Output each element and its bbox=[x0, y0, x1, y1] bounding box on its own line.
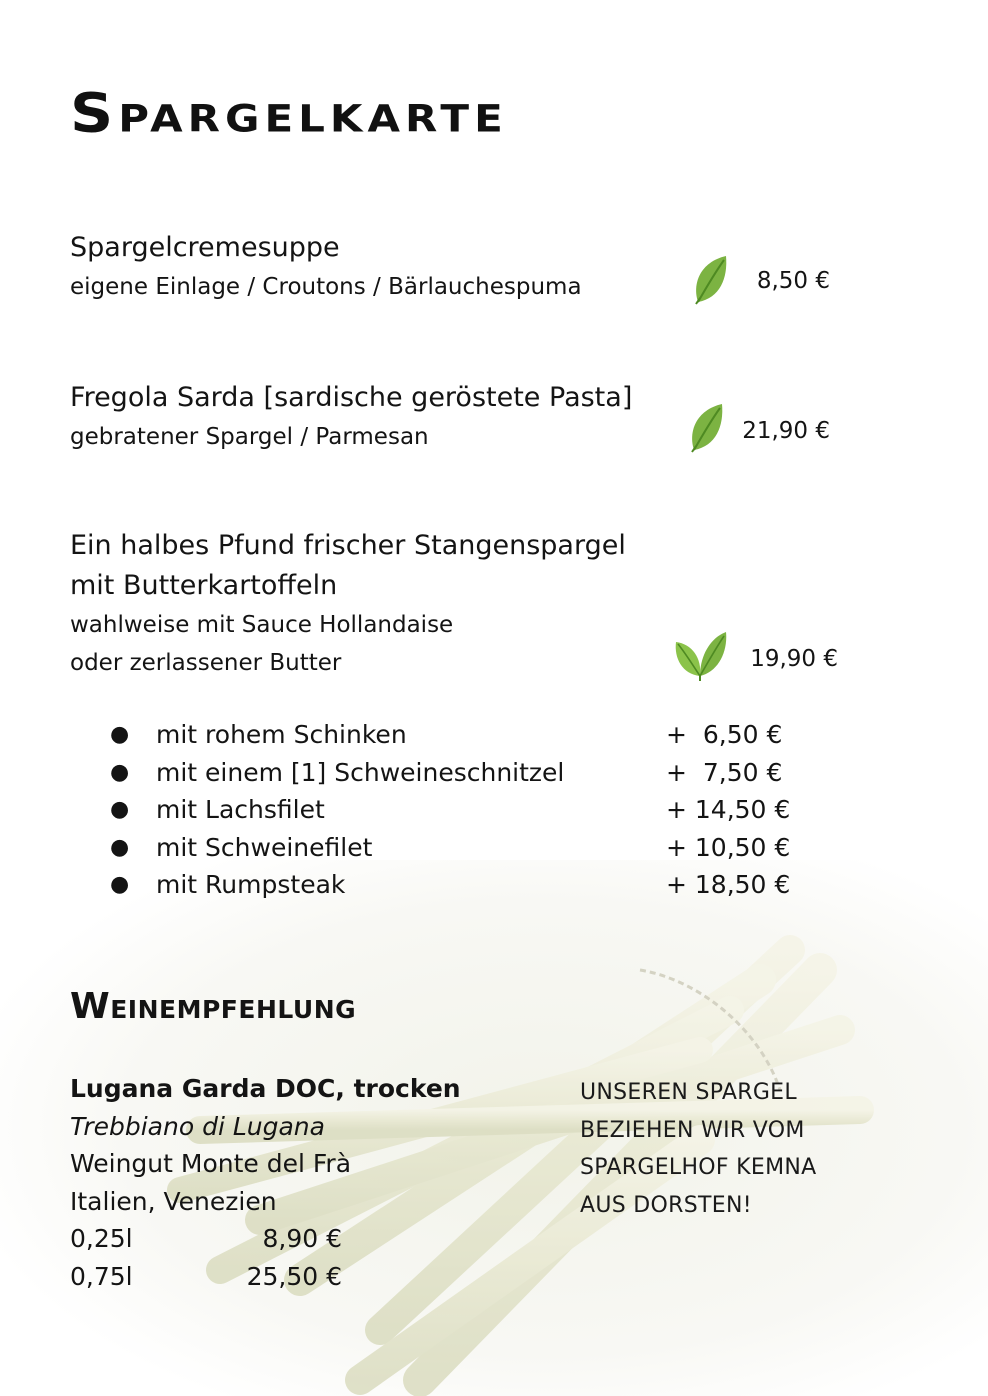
wine-size-row bbox=[70, 1220, 550, 1258]
wine-price: 25,50 € bbox=[246, 1261, 342, 1291]
wine-details bbox=[70, 1070, 550, 1295]
bullet-icon: ● bbox=[110, 759, 130, 785]
extra-price: + 6,50 € bbox=[666, 720, 783, 749]
extra-label: mit Lachsfilet bbox=[156, 795, 325, 824]
leaf-icon bbox=[690, 254, 730, 306]
note-line: AUS DORSTEN! bbox=[580, 1192, 752, 1218]
note-line: SPARGELHOF KEMNA bbox=[580, 1155, 817, 1180]
wine-size-row bbox=[70, 1258, 550, 1296]
extra-price: + 7,50 € bbox=[666, 757, 783, 787]
dish-name: Spargelcremesuppe bbox=[70, 232, 340, 263]
page-title: Spargelkarte bbox=[70, 82, 508, 145]
extra-label: mit Schweinefilet bbox=[156, 832, 373, 862]
dish-name-line-2: mit Butterkartoffeln bbox=[70, 570, 338, 601]
bullet-icon: ● bbox=[110, 834, 130, 860]
list-item bbox=[110, 791, 810, 829]
dish-item bbox=[70, 228, 850, 306]
bullet-icon: ● bbox=[110, 797, 130, 822]
list-item bbox=[110, 866, 810, 904]
leaf-icon bbox=[686, 402, 726, 454]
two-leaves-icon bbox=[674, 630, 728, 682]
note-line: BEZIEHEN WIR VOM bbox=[580, 1117, 805, 1143]
wine-size: 0,75l bbox=[70, 1261, 133, 1291]
bullet-icon: ● bbox=[110, 722, 130, 747]
bullet-icon: ● bbox=[110, 872, 130, 897]
dish-item bbox=[70, 526, 850, 682]
wine-grape: Trebbiano di Lugana bbox=[70, 1111, 325, 1141]
list-item bbox=[110, 754, 810, 792]
dish-price: 19,90 € bbox=[750, 646, 838, 672]
extra-label: mit rohem Schinken bbox=[156, 720, 407, 749]
wine-winery: Weingut Monte del Frà bbox=[70, 1149, 352, 1178]
extra-label: mit einem [1] Schweineschnitzel bbox=[156, 757, 565, 787]
wine-name: Lugana Garda DOC, trocken bbox=[70, 1074, 461, 1103]
extras-list bbox=[110, 716, 810, 904]
list-item bbox=[110, 829, 810, 867]
wine-heading: Weinempfehlung bbox=[70, 986, 357, 1027]
extra-price: + 14,50 € bbox=[666, 795, 791, 824]
dish-name: Fregola Sarda [sardische geröstete Pasta] bbox=[70, 382, 633, 413]
dish-price: 8,50 € bbox=[756, 268, 830, 294]
extra-label: mit Rumpsteak bbox=[156, 870, 346, 899]
dish-name-line-1: Ein halbes Pfund frischer Stangenspargel bbox=[70, 530, 626, 561]
dish-description: eigene Einlage / Croutons / Bärlauchespuma bbox=[70, 274, 582, 300]
list-item bbox=[110, 716, 810, 754]
wine-region: Italien, Venezien bbox=[70, 1186, 277, 1216]
dish-description-line-2: oder zerlassener Butter bbox=[70, 650, 342, 676]
wine-price: 8,90 € bbox=[262, 1224, 342, 1253]
note-line: UNSEREN SPARGEL bbox=[580, 1080, 797, 1105]
dish-description-line-1: wahlweise mit Sauce Hollandaise bbox=[70, 612, 454, 638]
dish-item bbox=[70, 378, 850, 456]
dish-price: 21,90 € bbox=[742, 418, 830, 444]
supplier-note bbox=[580, 1074, 880, 1224]
dish-description: gebratener Spargel / Parmesan bbox=[70, 424, 429, 450]
extra-price: + 18,50 € bbox=[666, 870, 791, 899]
extra-price: + 10,50 € bbox=[666, 832, 791, 862]
wine-size: 0,25l bbox=[70, 1224, 133, 1253]
